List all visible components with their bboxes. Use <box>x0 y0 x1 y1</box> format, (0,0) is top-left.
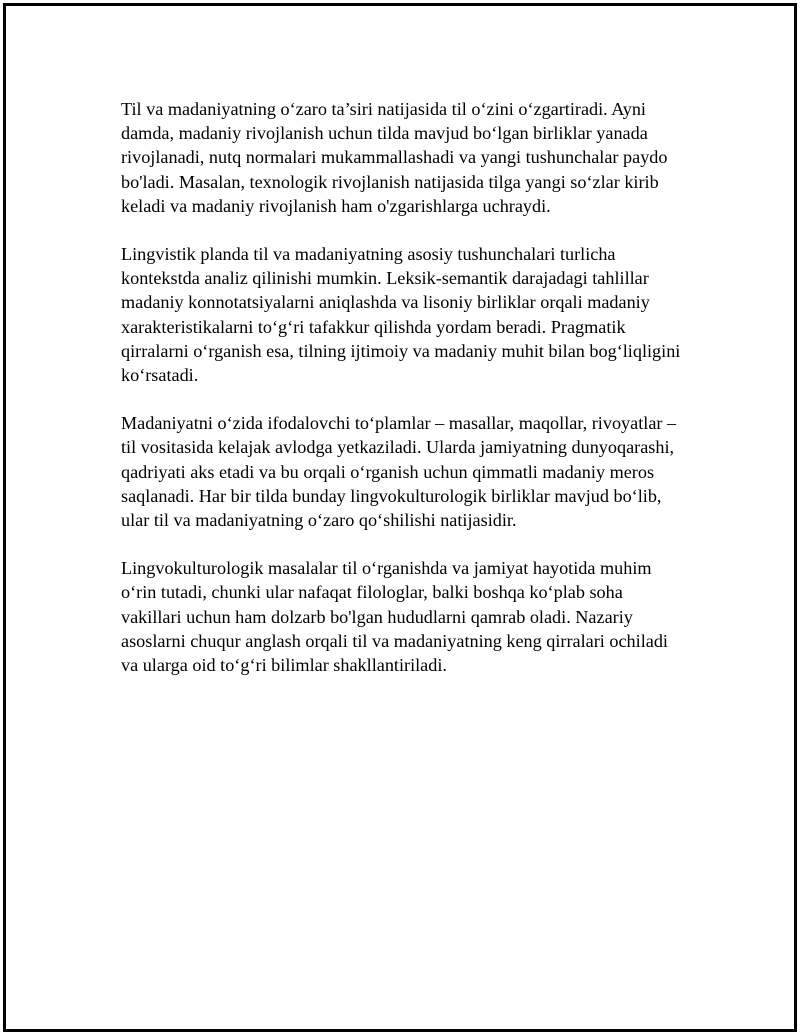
paragraph-line: damda, madaniy rivojlanish uchun tilda mavjud bo‘lgan birliklar yanada <box>121 123 648 144</box>
paragraph-1 <box>121 97 706 218</box>
paragraph-line: saqlanadi. Har bir tilda bunday lingvokulturologik birliklar mavjud bo‘lib, <box>121 485 662 506</box>
paragraph-line: bo'ladi. Masalan, texnologik rivojlanish natijasida tilga yangi so‘zlar kirib <box>121 171 659 192</box>
paragraph-4 <box>121 556 706 677</box>
paragraph-line: kontekstda analiz qilinishi mumkin. Leksik-semantik darajadagi tahlillar <box>121 268 649 289</box>
paragraph-line: o‘rin tutadi, chunki ular nafaqat filologlar, balki boshqa ko‘plab soha <box>121 582 623 603</box>
paragraph-line: xarakteristikalarni to‘g‘ri tafakkur qilishda yordam beradi. Pragmatik <box>121 316 626 337</box>
paragraph-line: ko‘rsatadi. <box>121 365 199 386</box>
document-body <box>121 97 706 701</box>
paragraph-line: Madaniyatni o‘zida ifodalovchi to‘plamlar – masallar, maqollar, rivoyatlar – <box>121 413 677 434</box>
paragraph-line: madaniy konnotatsiyalarni aniqlashda va lisoniy birliklar orqali madaniy <box>121 292 650 313</box>
paragraph-line: rivojlanadi, nutq normalari mukammallashadi va yangi tushunchalar paydo <box>121 147 668 168</box>
paragraph-line: va ularga oid to‘g‘ri bilimlar shakllantiriladi. <box>121 655 447 676</box>
paragraph-line: Til va madaniyatning o‘zaro ta’siri natijasida til o‘zini o‘zgartiradi. Ayni <box>121 99 646 119</box>
paragraph-line: qirralarni o‘rganish esa, tilning ijtimoiy va madaniy muhit bilan bog‘liqligini <box>121 340 681 361</box>
paragraph-line: Lingvistik planda til va madaniyatning asosiy tushunchalari turlicha <box>121 244 616 265</box>
paragraph-line: til vositasida kelajak avlodga yetkaziladi. Ularda jamiyatning dunyoqarashi, <box>121 437 675 458</box>
paragraph-line: ular til va madaniyatning o‘zaro qo‘shilishi natijasidir. <box>121 510 517 531</box>
paragraph-3 <box>121 411 706 532</box>
paragraph-line: keladi va madaniy rivojlanish ham o'zgarishlarga uchraydi. <box>121 195 551 216</box>
paragraph-line: qadriyati aks etadi va bu orqali o‘rganish uchun qimmatli madaniy meros <box>121 461 655 482</box>
paragraph-line: vakillari uchun ham dolzarb bo'lgan hududlarni qamrab oladi. Nazariy <box>121 606 633 627</box>
paragraph-2 <box>121 242 706 387</box>
page-frame <box>3 3 797 1032</box>
paragraph-line: Lingvokulturologik masalalar til o‘rganishda va jamiyat hayotida muhim <box>121 558 652 579</box>
paragraph-line: asoslarni chuqur anglash orqali til va madaniyatning keng qirralari ochiladi <box>121 630 668 651</box>
